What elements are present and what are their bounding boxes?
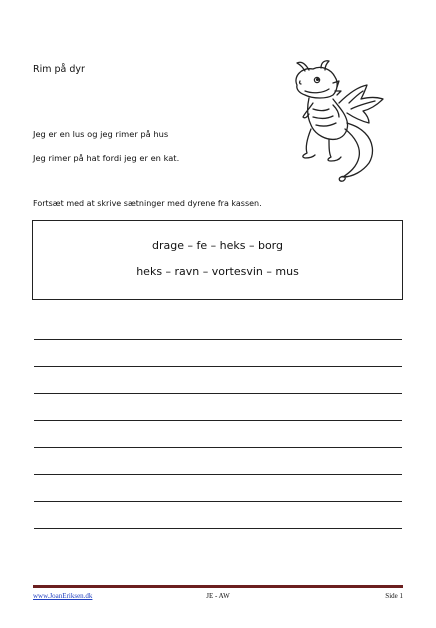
- writing-line: [34, 366, 402, 367]
- footer-page-number: Side 1: [385, 592, 403, 600]
- word-box-row-2: heks – ravn – vortesvin – mus: [136, 265, 299, 278]
- writing-lines: [34, 339, 402, 555]
- example-line-2: Jeg rimer på hat fordi jeg er en kat.: [33, 153, 180, 163]
- footer-website-link[interactable]: www.JoanEriksen.dk: [33, 592, 93, 600]
- writing-line: [34, 474, 402, 475]
- writing-line: [34, 447, 402, 448]
- dragon-illustration: [283, 59, 393, 185]
- writing-line: [34, 420, 402, 421]
- word-box: [32, 220, 403, 300]
- writing-line: [34, 501, 402, 502]
- instruction-text: Fortsæt med at skrive sætninger med dyrene fra kassen.: [33, 199, 262, 208]
- word-box-row-1: drage – fe – heks – borg: [152, 239, 283, 252]
- example-line-1: Jeg er en lus og jeg rimer på hus: [33, 129, 169, 139]
- writing-line: [34, 339, 402, 340]
- writing-line: [34, 528, 402, 529]
- writing-line: [34, 393, 402, 394]
- footer-author-code: JE - AW: [206, 592, 230, 600]
- page-title: Rim på dyr: [33, 64, 85, 75]
- footer-rule: [33, 585, 403, 588]
